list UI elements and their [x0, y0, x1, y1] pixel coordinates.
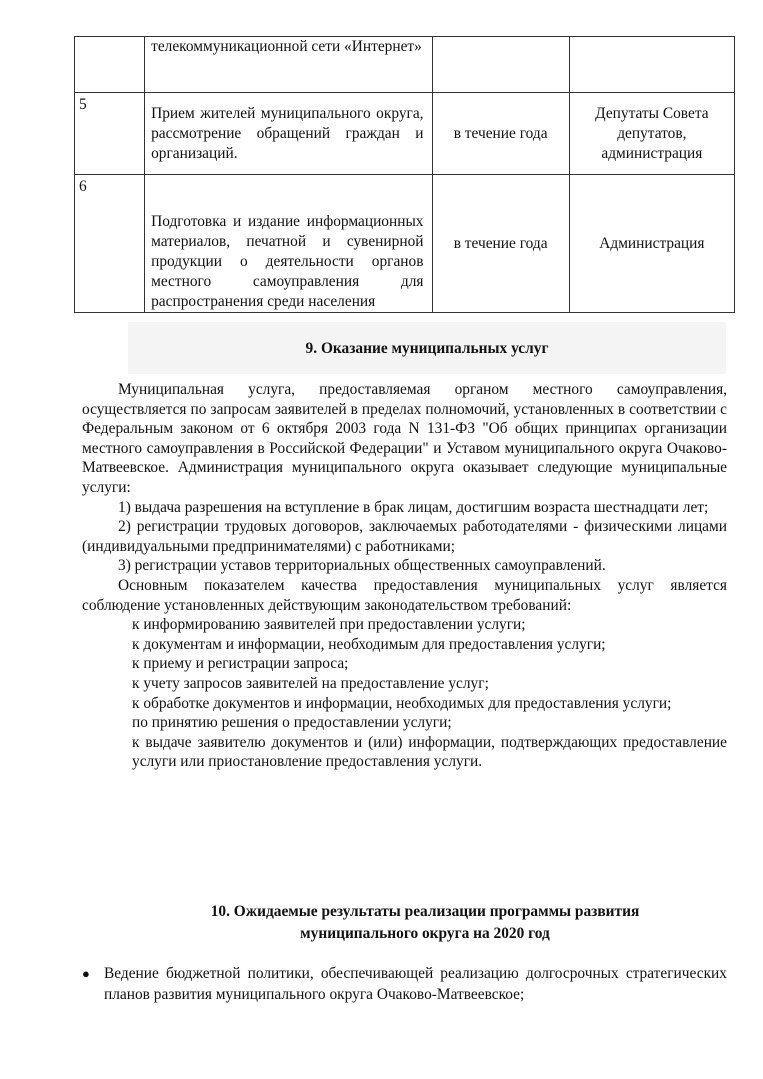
- service-item: 3) регистрации уставов территориальных общественных самоуправлений.: [118, 557, 606, 575]
- row-number: 6: [75, 175, 145, 313]
- requirement-item: к документам и информации, необходимым для предоставления услуги;: [132, 635, 606, 653]
- table-row: [75, 175, 735, 313]
- requirement-item: к приему и регистрации запроса;: [132, 655, 349, 673]
- row-period: в течение года: [432, 175, 569, 313]
- row-period: в течение года: [432, 93, 569, 175]
- table-row: [75, 93, 735, 175]
- section-9-body: [82, 380, 727, 772]
- intro-paragraph: Муниципальная услуга, предоставляемая органом местного самоуправления, осуществляется по запросам заявителей в пределах полномочий, установленных в соответствии с Федеральным законом от 6 октября 2003 года N 131-ФЗ "Об общих принципах организации местного самоуправления в Российской Федерации" и Уставом муниципального округа Очаково-Матвеевское. Администрация муниципального округа оказывает следующие муниципальные услуги:: [82, 381, 727, 496]
- section-10-title-line: 10. Ожидаемые результаты реализации программы развития: [210, 903, 640, 920]
- section-10-title-line: муниципального округа на 2020 год: [300, 925, 550, 942]
- row-responsible: Администрация: [569, 175, 734, 313]
- requirement-item: к обработке документов и информации, необходимых для предоставления услуги;: [132, 694, 672, 712]
- row-activity: Прием жителей муниципального округа, рассмотрение обращений граждан и организаций.: [145, 93, 432, 175]
- row-responsible: [569, 37, 734, 93]
- requirement-item: к выдаче заявителю документов и (или) информации, подтверждающих предоставление услуги или приостановление предоставления услуги.: [132, 733, 727, 771]
- row-activity: телекоммуникационной сети «Интернет»: [145, 37, 432, 93]
- requirement-item: к учету запросов заявителей на предоставление услуг;: [132, 674, 489, 692]
- service-item: 2) регистрации трудовых договоров, заключаемых работодателями - физическими лицами (индивидуальными предпринимателями) с работниками;: [82, 518, 727, 555]
- row-number: [75, 37, 145, 93]
- section-10-title: [110, 901, 740, 945]
- result-bullet-text: Ведение бюджетной политики, обеспечивающей реализацию долгосрочных стратегических планов развития муниципального округа Очаково-Матвеевское;: [104, 965, 727, 1003]
- table-row: [75, 37, 735, 93]
- plan-table: [74, 36, 735, 313]
- row-number: 5: [75, 93, 145, 175]
- service-item: 1) выдача разрешения на вступление в брак лицам, достигшим возраста шестнадцати лет;: [118, 498, 709, 516]
- row-period: [432, 37, 569, 93]
- section-9-title: 9. Оказание муниципальных услуг: [305, 340, 549, 357]
- requirement-item: к информированию заявителей при предоставлении услуги;: [132, 616, 526, 634]
- bullet-icon: ●: [82, 966, 90, 981]
- result-bullet-item: [82, 963, 727, 1005]
- row-activity: Подготовка и издание информационных материалов, печатной и сувенирной продукции о деятельности органов местного самоуправления для распространения среди населения: [145, 175, 432, 313]
- row-responsible: Депутаты Совета депутатов, администрация: [569, 93, 734, 175]
- quality-paragraph: Основным показателем качества предоставления муниципальных услуг является соблюдение установленных действующим законодательством требований:: [82, 576, 727, 614]
- requirement-item: по принятию решения о предоставлении услуги;: [132, 714, 452, 732]
